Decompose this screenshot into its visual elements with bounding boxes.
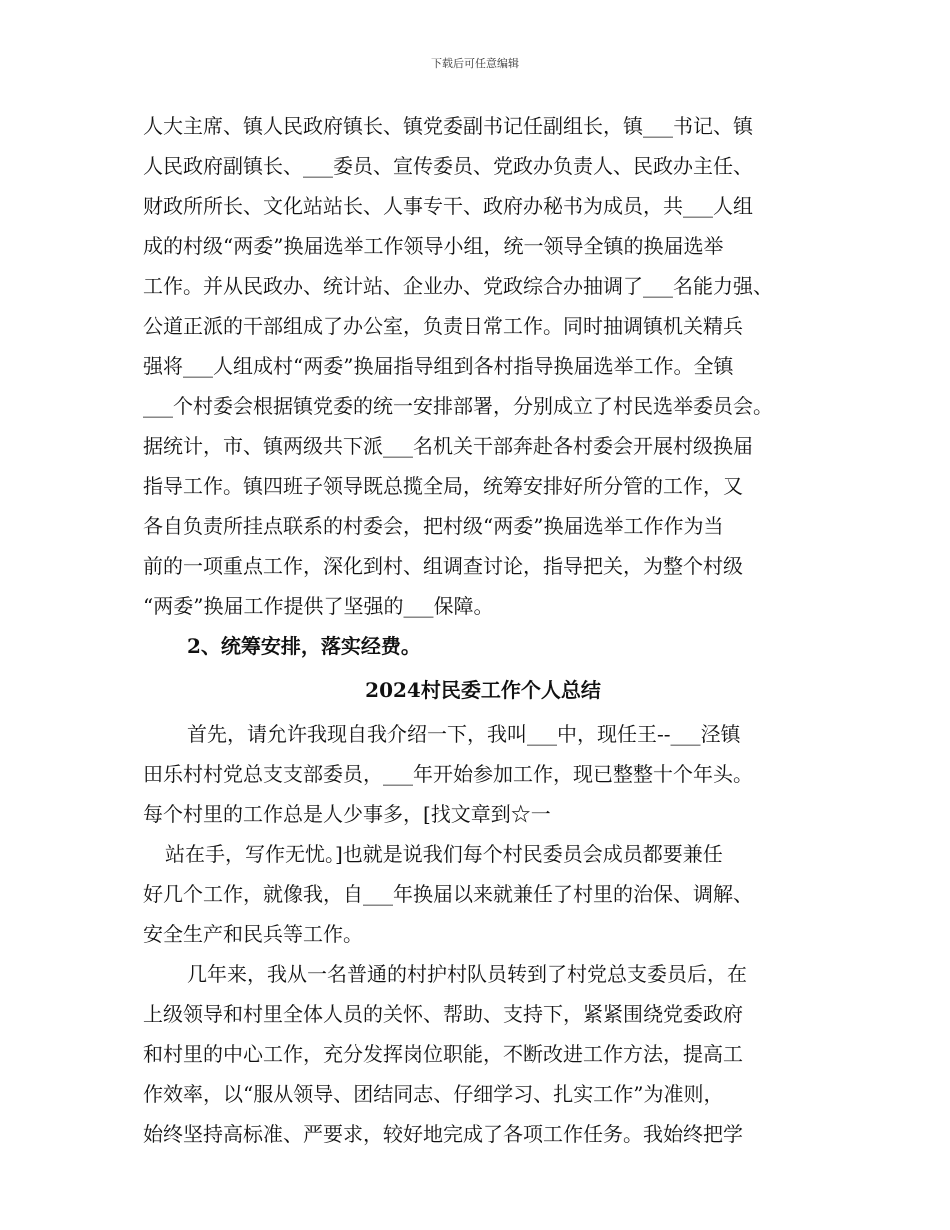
text-line: 强将___人组成村“两委”换届指导组到各村指导换届选举工作。全镇 (143, 354, 734, 378)
section1-text (143, 106, 823, 626)
text-line: 公道正派的干部组成了办公室，负责日常工作。同时抽调镇机关精兵 (143, 314, 743, 338)
text-line: 和村里的中心工作，充分发挥岗位职能，不断改进工作方法，提高工 (143, 1042, 743, 1066)
text-line: “两委”换届工作提供了坚强的___保障。 (143, 594, 494, 618)
text-line: 安全生产和民兵等工作。 (143, 922, 363, 946)
subheading: 2、统筹安排，落实经费。 (187, 634, 421, 658)
text-line: 财政所所长、文化站站长、人事专干、政府办秘书为成员，共___人组 (143, 194, 753, 218)
text-line: 人民政府副镇长、___委员、宣传委员、党政办负责人、民政办主任、 (143, 154, 753, 178)
text-line: 前的一项重点工作，深化到村、组调查讨论，指导把关，为整个村级 (143, 554, 743, 578)
text-line: 始终坚持高标准、严要求，较好地完成了各项工作任务。我始终把学 (143, 1122, 743, 1146)
paragraph-introduction (143, 714, 823, 954)
document-body (143, 106, 823, 1154)
text-line: ___个村委会根据镇党委的统一安排部署，分别成立了村民选举委员会。 (143, 394, 773, 418)
text-line: 各自负责所挂点联系的村委会，把村级“两委”换届选举工作作为当 (143, 514, 724, 538)
text-line: 好几个工作，就像我，自___年换届以来就兼任了村里的治保、调解、 (143, 882, 753, 906)
text-line: 人大主席、镇人民政府镇长、镇党委副书记任副组长，镇___书记、镇 (143, 114, 753, 138)
text-line: 指导工作。镇四班子领导既总揽全局，统筹安排好所分管的工作，又 (143, 474, 743, 498)
text-line: 站在手，写作无忧。]也就是说我们每个村民委员会成员都要兼任 (165, 842, 723, 866)
document-title: 2024村民委工作个人总结 (365, 678, 601, 702)
text-line: 据统计，市、镇两级共下派___名机关干部奔赴各村委会开展村级换届 (143, 434, 753, 458)
text-line: 成的村级“两委”换届选举工作领导小组，统一领导全镇的换届选举 (143, 234, 724, 258)
text-line: 田乐村村党总支支部委员，___年开始参加工作，现已整整十个年头。 (143, 762, 753, 786)
text-line: 作效率，以“服从领导、团结同志、仔细学习、扎实工作”为准则， (143, 1082, 724, 1106)
text-line: 上级领导和村里全体人员的关怀、帮助、支持下，紧紧围绕党委政府 (143, 1002, 743, 1026)
text-line: 首先，请允许我现自我介绍一下，我叫___中，现任王--___泾镇 (187, 722, 741, 746)
page-header: 下载后可任意编辑 (431, 57, 519, 70)
text-line: 几年来，我从一名普通的村护村队员转到了村党总支委员后，在 (187, 962, 747, 986)
text-line: 工作。并从民政办、统计站、企业办、党政综合办抽调了___名能力强、 (143, 274, 773, 298)
text-line: 每个村里的工作总是人少事多，[找文章到☆一 (143, 802, 551, 826)
paragraph-work-summary (143, 954, 823, 1154)
